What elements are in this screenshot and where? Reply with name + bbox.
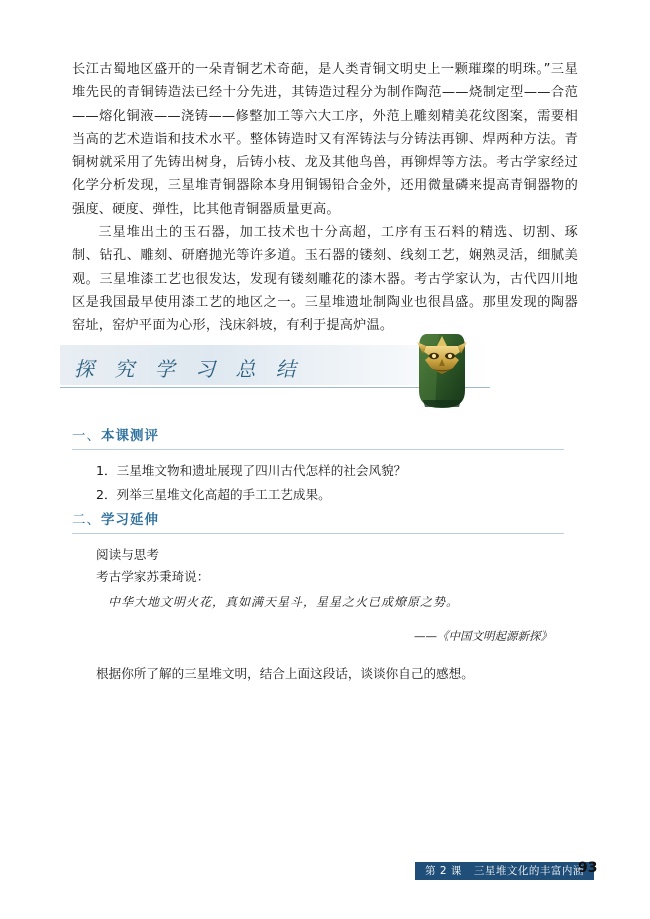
footer-lesson-number: 第 2 课 (425, 865, 462, 877)
footer-lesson-title: 三星堆文化的丰富内涵 (473, 865, 584, 877)
banner-title: 探 究 学 习 总 结 (74, 357, 303, 381)
page-footer (0, 862, 650, 886)
paragraph: 三星堆出土的玉石器，加工技术也十分高超，工序有玉石料的精选、切割、琢制、钻孔、雕刻、研磨抛光等许多道。玉石器的镂刻、线刻工艺，娴熟灵活，细腻美观。三星堆漆工艺也很发达，发现有镂刻雕花的漆木器。考古学家认为，古代四川地区是我国最早使用漆工艺的地区之一。三星堆遗址制陶业也很昌盛。那里发现的陶器窑址，窑炉平面为心形，浅床斜坡，有利于提高炉温。 (72, 225, 578, 334)
closing-prompt: 根据你所了解的三星堆文明，结合上面这段话，谈谈你自己的感想。 (96, 666, 474, 681)
section-heading (72, 424, 572, 444)
quotation-source: ——《中国文明起源新探》 (414, 629, 552, 643)
question-item: 1．三星堆文物和遗址展现了四川古代怎样的社会风貌？ (96, 463, 407, 478)
section-benkeceping (72, 424, 572, 508)
reading-prompt: 阅读与思考 (96, 547, 159, 562)
section-number: 二、 (72, 512, 101, 528)
attribution-line: 考古学家苏秉琦说： (96, 569, 210, 584)
section-title: 本课测评 (101, 428, 159, 444)
section-number: 一、 (72, 428, 101, 444)
section-body (72, 544, 572, 685)
page-number: 93 (578, 860, 598, 876)
section-divider (72, 449, 564, 450)
section-banner (60, 335, 560, 395)
section-xuexiyanshen (72, 508, 572, 685)
quotation-text: 中华大地文明火花，真如满天星斗，星星之火已成燎原之势。 (108, 595, 460, 609)
section-title: 学习延伸 (101, 512, 159, 528)
section-body (72, 460, 572, 506)
section-divider (72, 533, 564, 534)
question-item: 2．列举三星堆文化高超的手工工艺成果。 (96, 487, 331, 502)
section-heading (72, 508, 572, 528)
paragraph: 长江古蜀地区盛开的一朵青铜艺术奇葩，是人类青铜文明史上一颗璀璨的明珠。”三星堆先民的青铜铸造法已经十分先进，其铸造过程分为制作陶范——烧制定型——合范——熔化铜液——浇铸——修整加工等六大工序，外范上雕刻精美花纹图案，需要相当高的艺术造诣和技术水平。整体铸造时又有浑铸法与分铸法再铆、焊两种方法。青铜树就采用了先铸出树身，后铸小枝、龙及其他鸟兽，再铆焊等方法。考古学家经过化学分析发现，三星堆青铜器除本身用铜锡铅合金外，还用微量磷来提高青铜器物的强度、硬度、弹性，比其他青铜器质量更高。 (72, 62, 578, 217)
body-text-block (72, 58, 578, 338)
bronze-mask-artwork (413, 330, 471, 410)
footer-lesson-tab (415, 862, 594, 880)
